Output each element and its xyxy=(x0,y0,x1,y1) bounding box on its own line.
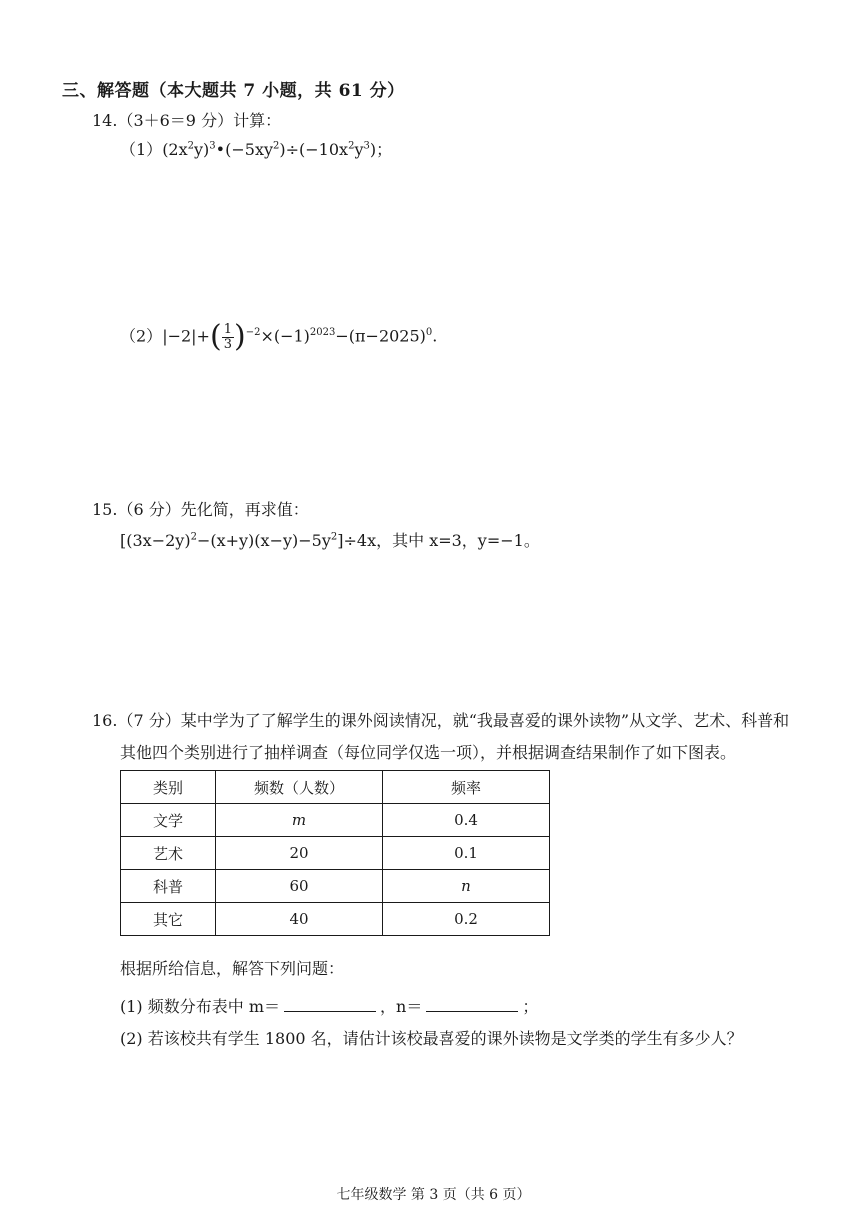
table-cell: 0.1 xyxy=(383,837,550,870)
exp-b: 3 xyxy=(209,140,216,152)
expr-a: |−2|+ xyxy=(162,326,210,346)
exp-a: 2 xyxy=(190,531,197,543)
table-row xyxy=(121,903,550,936)
expr-c: •(−5xy xyxy=(215,140,273,159)
expr-f: )； xyxy=(369,140,393,159)
table-cell xyxy=(216,804,383,837)
exp-b: 2 xyxy=(330,531,338,543)
table-cell: 60 xyxy=(216,870,383,903)
part-label: （1） xyxy=(120,140,163,159)
exp-c: 0 xyxy=(425,327,433,339)
exp-a: 2 xyxy=(187,140,195,152)
right-paren: ) xyxy=(233,319,246,354)
question-16-sub-1 xyxy=(120,994,538,1017)
question-15-expression xyxy=(120,528,540,551)
expr-c: −(π−2025) xyxy=(335,326,426,346)
table-cell: 文学 xyxy=(121,804,216,837)
question-14-header: 14.（3＋6＝9 分）计算： xyxy=(92,111,282,130)
exp-d: 2 xyxy=(348,140,355,152)
question-16-line-1: 16.（7 分）某中学为了了解学生的课外阅读情况，就“我最喜爱的课外读物”从文学、艺术、科普和 xyxy=(92,711,790,730)
expr-c: ]÷4x，其中 x=3，y=−1。 xyxy=(337,531,540,550)
exp-e: 3 xyxy=(363,140,370,152)
table-cell: 20 xyxy=(216,837,383,870)
table-cell: 其它 xyxy=(121,903,216,936)
sub1-text-b: ，n＝ xyxy=(380,997,423,1016)
variable: m xyxy=(291,811,307,829)
table-cell: 0.2 xyxy=(383,903,550,936)
frequency-table xyxy=(120,770,550,936)
exp-a: −2 xyxy=(245,327,261,339)
exp-b: 2023 xyxy=(309,327,336,339)
fraction xyxy=(222,323,234,352)
fraction-numerator: 1 xyxy=(223,321,232,337)
exp-c: 2 xyxy=(273,140,280,152)
expr-a: (2x xyxy=(162,140,188,159)
table-cell: 艺术 xyxy=(121,837,216,870)
expr-b: y) xyxy=(194,140,210,159)
sub1-text-a: (1) 频数分布表中 m＝ xyxy=(120,997,281,1016)
table-cell: 科普 xyxy=(121,870,216,903)
expr-d: . xyxy=(432,326,438,346)
table-row xyxy=(121,804,550,837)
fraction-denominator: 3 xyxy=(223,336,232,352)
question-14-part-1 xyxy=(120,137,392,160)
table-header-cell: 类别 xyxy=(121,771,216,804)
question-14-part-2 xyxy=(120,319,438,354)
table-header-cell: 频率 xyxy=(383,771,550,804)
table-header-row xyxy=(121,771,550,804)
section-title: 三、解答题（本大题共 7 小题，共 61 分） xyxy=(62,81,405,101)
table-cell: 40 xyxy=(216,903,383,936)
question-16-line-2: 其他四个类别进行了抽样调查（每位同学仅选一项），并根据调查结果制作了如下图表。 xyxy=(120,743,737,762)
question-16-sub-2: (2) 若该校共有学生 1800 名，请估计该校最喜爱的课外读物是文学类的学生有多少人？ xyxy=(120,1029,743,1048)
expr-e: y xyxy=(354,140,364,159)
question-15-header: 15.（6 分）先化简，再求值： xyxy=(92,500,309,519)
variable: n xyxy=(461,877,471,895)
expr-a: [(3x−2y) xyxy=(120,531,191,550)
table-cell xyxy=(383,870,550,903)
expr-d: )÷(−10x xyxy=(279,140,349,159)
expr-b: −(x+y)(x−y)−5y xyxy=(196,531,331,550)
left-paren: ( xyxy=(209,319,222,354)
sub1-text-c: ； xyxy=(522,997,539,1016)
table-row xyxy=(121,870,550,903)
part-label: （2） xyxy=(120,326,163,346)
expr-b: ×(−1) xyxy=(260,326,310,346)
table-cell: 0.4 xyxy=(383,804,550,837)
question-16-info: 根据所给信息，解答下列问题： xyxy=(120,959,345,978)
table-header-cell: 频数（人数） xyxy=(216,771,383,804)
answer-blank-n[interactable] xyxy=(426,997,518,1012)
table-row xyxy=(121,837,550,870)
page-footer: 七年级数学 第 3 页（共 6 页） xyxy=(336,1187,531,1203)
answer-blank-m[interactable] xyxy=(284,997,376,1012)
